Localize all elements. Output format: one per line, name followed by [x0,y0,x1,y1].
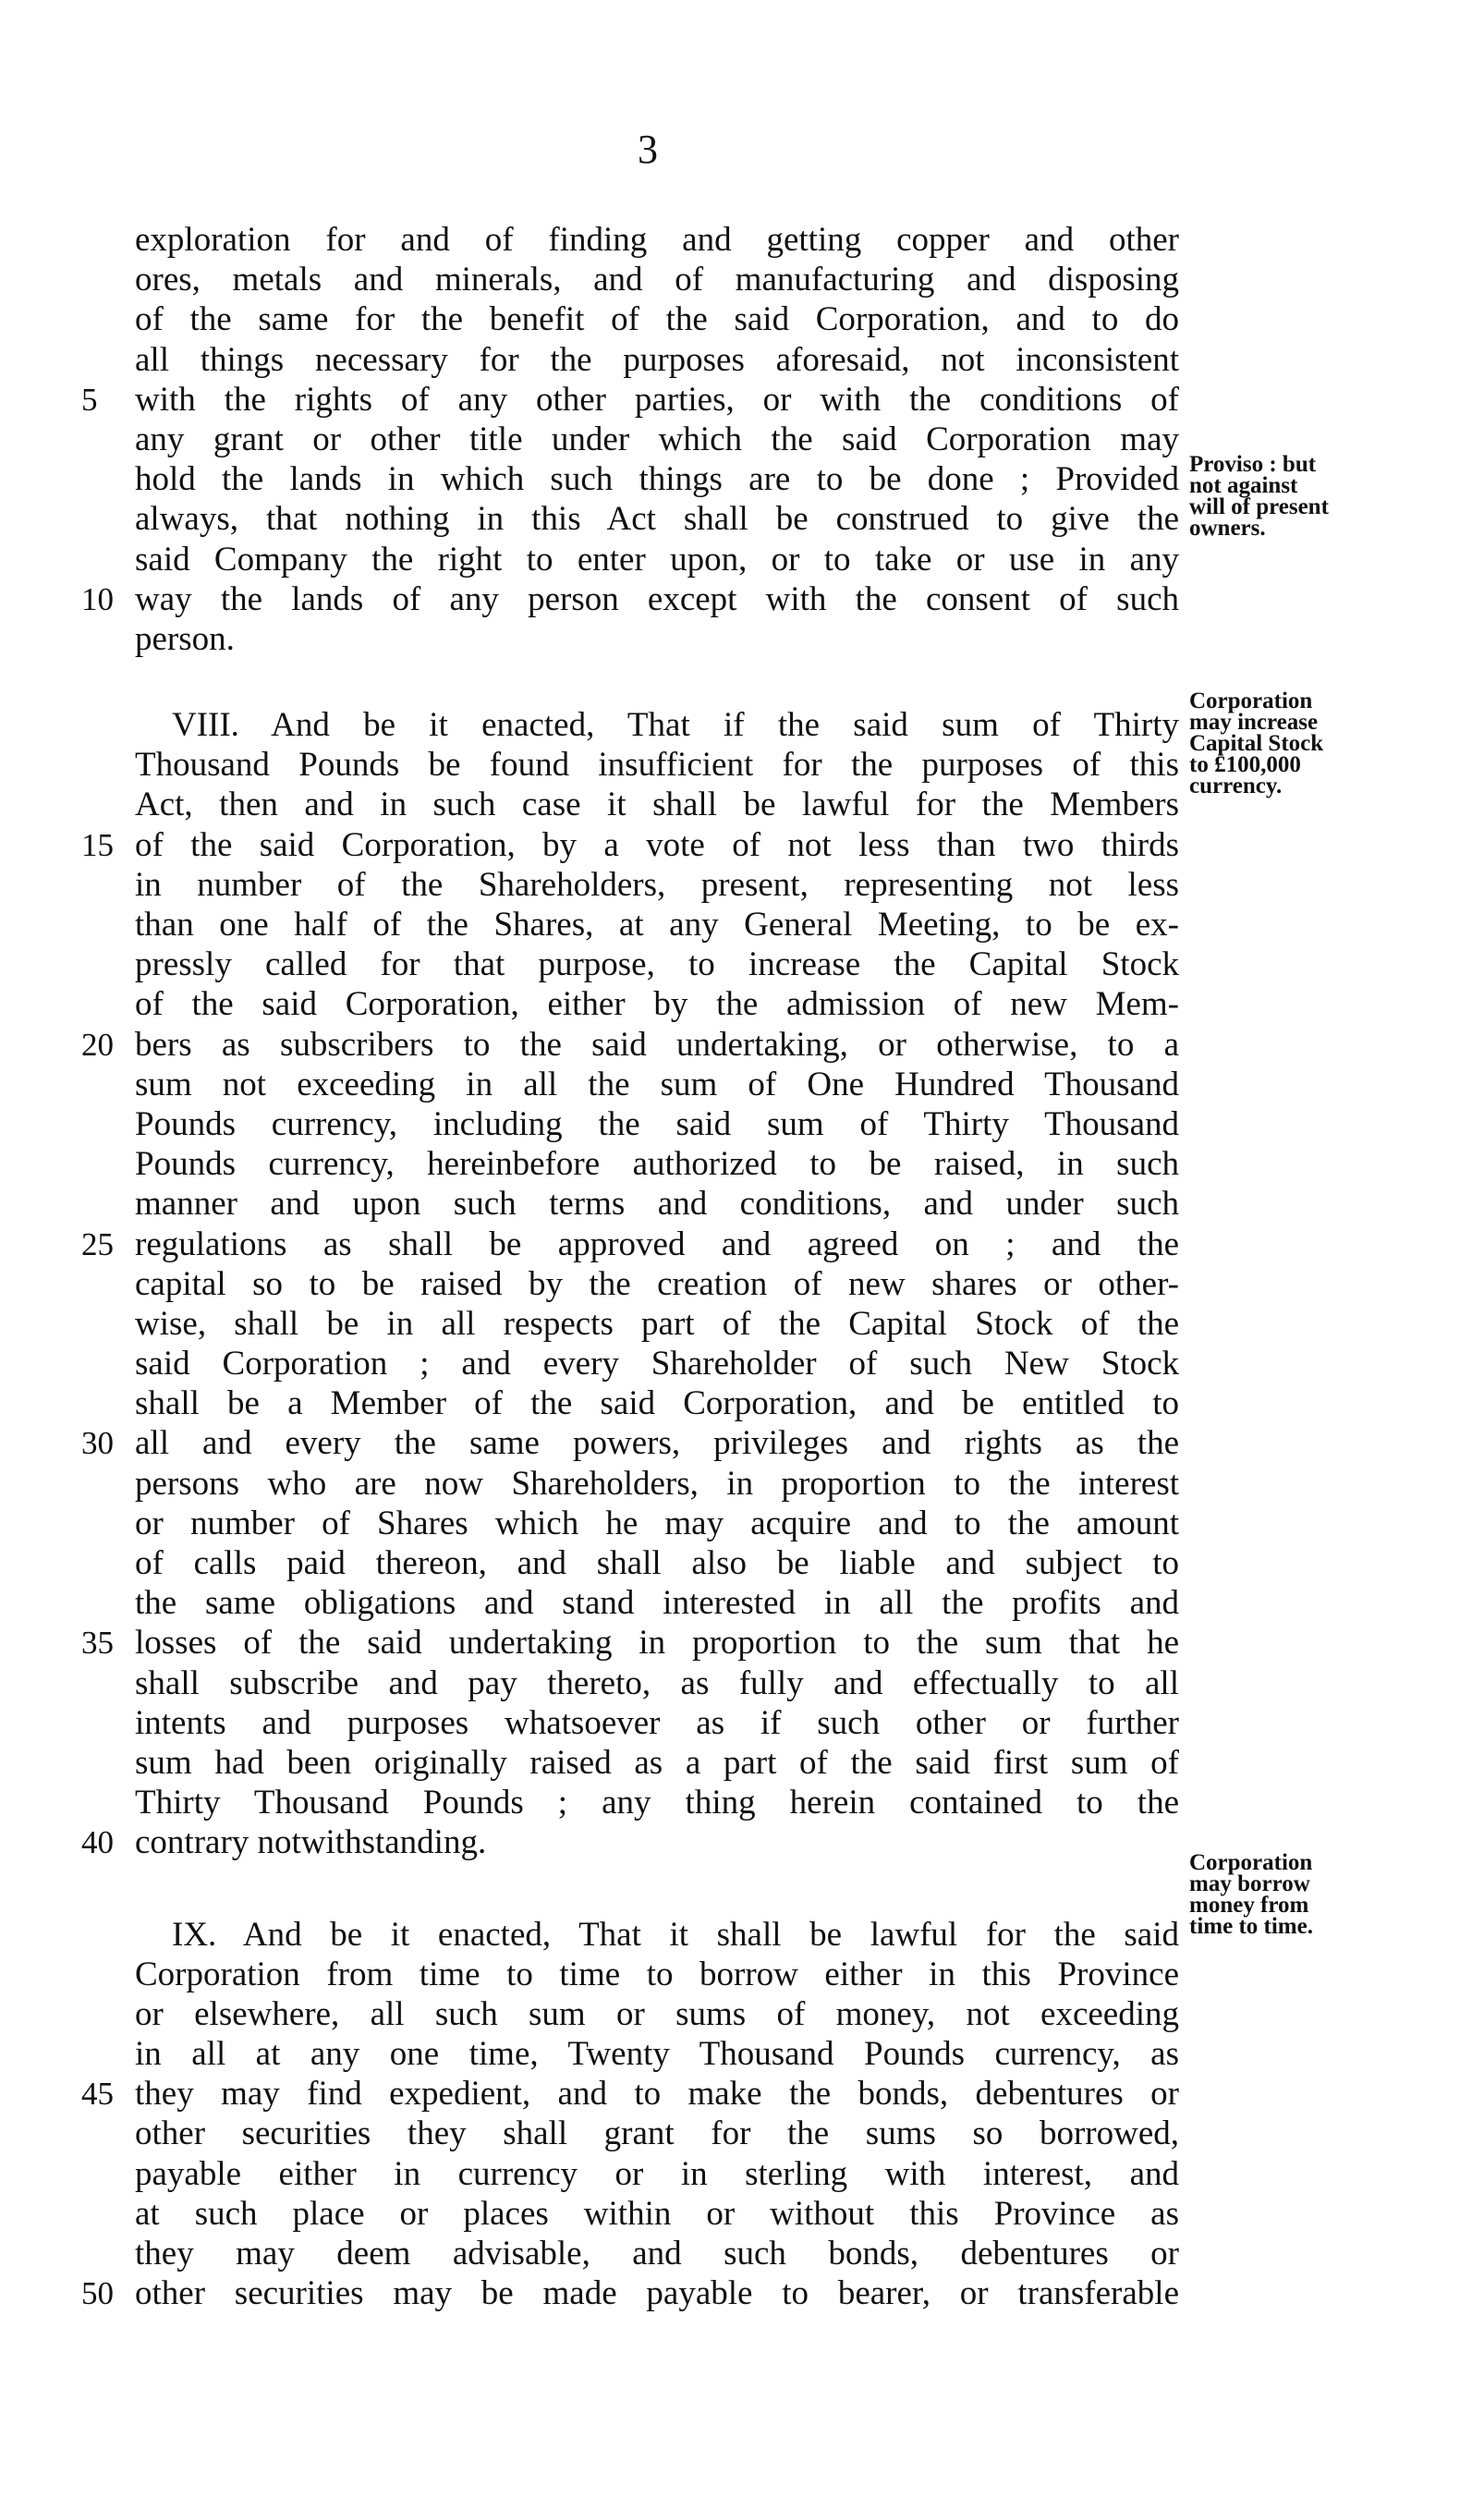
text-line [135,2234,1179,2273]
margin-note-borrow [1189,1852,1466,1937]
text-line [81,825,1179,865]
text-line [81,1025,1179,1065]
text-line [81,1822,1179,1862]
line-text: losses of the said undertaking in proportion to the sum that he [135,1624,1179,1663]
margin-note-line: Proviso : but [1189,452,1317,477]
line-text: any grant or other title under which the said Corporation may [135,420,1179,458]
text-line [135,2114,1179,2153]
line-text: pressly called for that purpose, to increase the Capital Stock [135,945,1179,984]
text-line [135,1144,1179,1184]
line-text: hold the lands in which such things are to be done ; Provided [135,460,1179,499]
margin-note-line: Capital Stock [1189,731,1324,756]
text-line [135,1504,1179,1543]
line-text: Corporation from time to time to borrow either in this Province [135,1955,1179,1993]
text-line [135,1184,1179,1224]
text-line [81,579,1179,619]
line-text: contrary notwithstanding. [135,1823,487,1862]
text-line [135,220,1179,260]
line-number: 5 [81,381,98,418]
margin-note-line: Corporation [1189,688,1313,713]
text-line [135,340,1179,380]
line-text: VIII. And be it enacted, That if the said sum of Thirty [172,706,1179,745]
line-text: Thousand Pounds be found insufficient for the purposes of this [135,746,1179,785]
line-text: payable either in currency or in sterling with interest, and [135,2154,1179,2193]
text-line [81,380,1179,420]
text-line [135,1264,1179,1304]
line-number: 35 [81,1625,114,1662]
text-line [135,1994,1179,2034]
margin-note-line: to £100,000 [1189,752,1301,777]
margin-note-line: time to time. [1189,1914,1313,1939]
line-text: bers as subscribers to the said undertaking, or otherwise, to a [135,1025,1179,1064]
text-line [135,1383,1179,1423]
text-line [81,1423,1179,1463]
margin-note-line: may borrow [1189,1871,1310,1896]
line-number: 10 [81,580,114,617]
line-text: Pounds currency, hereinbefore authorized to be raised, in such [135,1145,1179,1184]
margin-note-line: currency. [1189,774,1283,798]
text-line [135,540,1179,579]
line-text: the same obligations and stand interested in all the profits and [135,1584,1179,1623]
text-line [135,1955,1179,1994]
text-line [135,1703,1179,1743]
text-line [135,1344,1179,1383]
text-line [135,905,1179,944]
text-line [135,705,1179,745]
line-text: shall subscribe and pay thereto, as fully and effectually to all [135,1663,1179,1702]
text-line [135,2034,1179,2074]
text-line [135,944,1179,984]
line-text: other securities they shall grant for the sums so borrowed, [135,2114,1179,2153]
text-line [135,1104,1179,1144]
text-line [135,785,1179,824]
line-text: IX. And be it enacted, That it shall be lawful for the said [172,1915,1179,1954]
line-text: Act, then and in such case it shall be lawful for the Members [135,786,1179,824]
line-text: wise, shall be in all respects part of the Capital Stock of the [135,1304,1179,1343]
text-line [135,260,1179,299]
line-text: regulations as shall be approved and agreed on ; and the [135,1225,1179,1263]
page-number: 3 [638,127,658,172]
line-text: Pounds currency, including the said sum of Thirty Thousand [135,1104,1179,1143]
text-line [135,1663,1179,1703]
line-text: sum not exceeding in all the sum of One Hundred Thousand [135,1065,1179,1103]
text-line [81,1225,1179,1264]
line-text: they may find expedient, and to make the bonds, debentures or [135,2075,1179,2114]
line-text: than one half of the Shares, at any General Meeting, to be ex- [135,906,1179,944]
margin-note-line: owners. [1189,516,1266,541]
line-text: of the said Corporation, either by the admission of new Mem- [135,985,1179,1024]
paragraph [81,220,1179,659]
margin-note-line: will of present [1189,494,1329,519]
line-text: said Corporation ; and every Shareholder of such New Stock [135,1345,1179,1383]
text-line [135,2194,1179,2234]
line-number: 45 [81,2076,114,2113]
line-text: way the lands of any person except with the consent of such [135,579,1179,618]
line-text: or number of Shares which he may acquire and to the amount [135,1504,1179,1542]
line-text: Thirty Thousand Pounds ; any thing herein contained to the [135,1784,1179,1822]
text-line [135,619,1179,659]
line-text: of the said Corporation, by a vote of not less than two thirds [135,825,1179,864]
margin-note-line: Corporation [1189,1850,1313,1875]
text-line [135,1065,1179,1104]
text-line [81,2273,1179,2313]
text-line [135,1915,1179,1955]
line-text: always, that nothing in this Act shall be construed to give the [135,500,1179,539]
text-line [135,459,1179,499]
text-line [135,1583,1179,1623]
text-line [135,499,1179,539]
line-text: other securities may be made payable to bearer, or transferable [135,2274,1179,2313]
text-line [135,984,1179,1024]
line-text: capital so to be raised by the creation of new shares or other- [135,1264,1179,1303]
line-number: 50 [81,2275,114,2312]
line-number: 30 [81,1425,114,1462]
line-number: 15 [81,826,114,863]
line-text: of calls paid thereon, and shall also be liable and subject to [135,1544,1179,1582]
line-text: persons who are now Shareholders, in proportion to the interest [135,1464,1179,1503]
text-line [135,865,1179,905]
line-number: 20 [81,1026,114,1063]
line-text: manner and upon such terms and conditions, and under such [135,1185,1179,1224]
line-text: in number of the Shareholders, present, representing not less [135,865,1179,904]
margin-note-capital-stock [1189,690,1466,797]
line-text: person. [135,619,235,658]
paragraph [81,705,1179,1862]
line-text: intents and purposes whatsoever as if such other or further [135,1703,1179,1742]
line-text: sum had been originally raised as a part of the said first sum of [135,1743,1179,1782]
line-text: in all at any one time, Twenty Thousand Pounds currency, as [135,2035,1179,2074]
line-text: all things necessary for the purposes aforesaid, not inconsistent [135,340,1179,379]
margin-note-line: not against [1189,473,1298,498]
text-line [135,1304,1179,1344]
margin-note-proviso [1189,454,1466,539]
margin-note-line: may increase [1189,710,1319,735]
text-line [135,1783,1179,1822]
text-line [135,1743,1179,1783]
line-text: said Company the right to enter upon, or to take or use in any [135,540,1179,579]
line-text: shall be a Member of the said Corporation, and be entitled to [135,1384,1179,1423]
text-line [135,1543,1179,1583]
line-text: exploration for and of finding and getting copper and other [135,221,1179,259]
text-line [135,2154,1179,2194]
margin-note-line: money from [1189,1893,1309,1918]
text-line [135,1464,1179,1504]
line-number: 25 [81,1225,114,1262]
line-text: all and every the same powers, privileges and rights as the [135,1424,1179,1463]
line-text: or elsewhere, all such sum or sums of money, not exceeding [135,1994,1179,2033]
line-text: with the rights of any other parties, or with the conditions of [135,380,1179,419]
line-text: they may deem advisable, and such bonds, debentures or [135,2235,1179,2273]
paragraph [81,1915,1179,2314]
text-line [135,420,1179,459]
body-text [81,220,1179,2313]
line-number: 40 [81,1824,114,1861]
text-line [81,1623,1179,1663]
text-line [81,2074,1179,2114]
text-line [135,299,1179,339]
line-text: at such place or places within or without this Province as [135,2194,1179,2233]
text-line [135,745,1179,785]
line-text: of the same for the benefit of the said Corporation, and to do [135,300,1179,339]
line-text: ores, metals and minerals, and of manufacturing and disposing [135,261,1179,299]
